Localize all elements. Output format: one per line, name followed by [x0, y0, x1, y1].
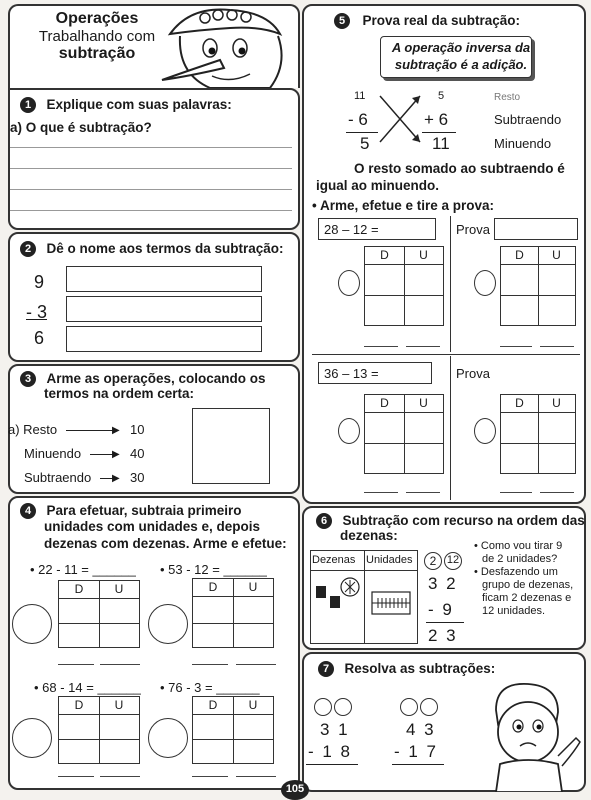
- sub-43: 4 3: [406, 720, 436, 739]
- section-2-heading: [20, 240, 284, 258]
- recurso-minus-9: - 9: [428, 600, 454, 619]
- result-blank-4a[interactable]: [192, 776, 228, 777]
- digit-2: 2: [429, 554, 437, 568]
- add-plus-6: + 6: [424, 110, 449, 129]
- answer-circle-2[interactable]: [148, 604, 188, 644]
- resto-label: a) Resto: [8, 422, 58, 437]
- op-36-13: 36 – 13 =: [324, 366, 379, 381]
- answer-circle-4[interactable]: [148, 718, 188, 758]
- minuendo-label: Minuendo: [24, 446, 82, 461]
- section-5-heading: [334, 12, 520, 30]
- instruction: • Arme, efetue e tire a prova:: [312, 198, 495, 213]
- section-4-title-2: unidades com unidades e, depois: [44, 519, 261, 534]
- recurso-32: 3 2: [428, 574, 458, 593]
- page-number: 105: [285, 783, 305, 795]
- section-3-title-1: Arme as operações, colocando os: [46, 371, 266, 386]
- recurso-text-6: 12 unidades.: [482, 605, 545, 617]
- section-7-heading: [318, 660, 495, 678]
- du-grid-6[interactable]: [500, 246, 576, 326]
- title-line2: Trabalhando com: [38, 28, 156, 45]
- du-grid-3[interactable]: [58, 696, 140, 764]
- recurso-text-5: ficam 2 dezenas e: [482, 592, 572, 604]
- result-blank-3a[interactable]: [58, 776, 94, 777]
- section-4-title-3: dezenas com dezenas. Arme e efetue:: [44, 536, 287, 551]
- bundle-sticks-icon: [340, 576, 360, 598]
- du-grid-1[interactable]: [58, 580, 140, 648]
- add-line: [422, 132, 456, 133]
- section-1-question: a) O que é subtração?: [10, 120, 152, 135]
- chart-col-line: [364, 550, 365, 644]
- answer-line-1[interactable]: [10, 147, 292, 148]
- du-grid-3-d: D: [74, 698, 84, 712]
- prova-label-2: Prova: [456, 366, 490, 381]
- result-blank-8a[interactable]: [500, 492, 532, 493]
- subtraendo-value: 30: [130, 470, 145, 485]
- tens-block-2: [330, 596, 340, 608]
- du-grid-5-d: D: [380, 248, 389, 262]
- result-blank-3b[interactable]: [100, 776, 140, 777]
- result-blank-2b[interactable]: [236, 664, 276, 665]
- child-illustration: [466, 680, 584, 792]
- add-5: 5: [438, 90, 445, 102]
- result-blank-1a[interactable]: [58, 664, 94, 665]
- section-6-title-2: dezenas:: [340, 528, 398, 543]
- du-grid-8-d: D: [515, 396, 524, 410]
- recurso-23: 2 3: [428, 626, 458, 645]
- minuendo-value: 40: [130, 446, 145, 461]
- add-11: 11: [432, 134, 450, 153]
- cross-arrows: [376, 90, 426, 150]
- result-blank-6b[interactable]: [540, 346, 574, 347]
- sub-31: 3 1: [320, 720, 350, 739]
- sub-minus-17: - 1 7: [394, 742, 439, 761]
- result-blank-6a[interactable]: [500, 346, 532, 347]
- op-28-12: 28 – 12 =: [324, 222, 379, 237]
- du-grid-1-u: U: [114, 582, 124, 596]
- recurso-text-3: • Desfazendo um: [474, 566, 558, 578]
- section-6-title-1: Subtração com recurso na ordem das: [342, 513, 585, 528]
- term-name-box-3[interactable]: [66, 326, 262, 352]
- du-grid-4[interactable]: [192, 696, 274, 764]
- subtraendo-tag: Subtraendo: [494, 112, 562, 127]
- term-9: 9: [34, 272, 45, 292]
- du-grid-7[interactable]: [364, 394, 444, 474]
- answer-circle-5[interactable]: [338, 270, 360, 296]
- recurso-line: [426, 622, 464, 623]
- recurso-text-4: grupo de dezenas,: [482, 579, 574, 591]
- result-blank-2a[interactable]: [192, 664, 228, 665]
- units-sticks-icon: [370, 586, 414, 622]
- digit-12: 12: [446, 554, 460, 566]
- sub-minus-18: - 1 8: [308, 742, 353, 761]
- op-76-3: • 76 - 3 = ______: [160, 680, 260, 695]
- title-line3: subtração: [58, 45, 136, 62]
- explain-line-2: igual ao minuendo.: [316, 178, 440, 193]
- du-grid-6-u: U: [552, 248, 561, 262]
- du-grid-3-u: U: [114, 698, 124, 712]
- row-divider: [312, 354, 580, 355]
- du-grid-2-u: U: [248, 580, 258, 594]
- section-2-number: 2: [20, 241, 36, 257]
- section-2-title: Dê o nome aos termos da subtração:: [46, 241, 284, 256]
- section-4-heading: [20, 502, 242, 520]
- borrow-circle-1b[interactable]: [334, 698, 352, 716]
- du-grid-5-u: U: [419, 248, 428, 262]
- section-4-number: 4: [20, 503, 36, 519]
- du-grid-8-u: U: [552, 396, 561, 410]
- term-minus-3: - 3: [26, 302, 48, 322]
- du-grid-4-u: U: [248, 698, 258, 712]
- section-1-heading: [20, 96, 232, 114]
- sub-7b-line: [392, 764, 444, 765]
- sub-7a-line: [306, 764, 358, 765]
- du-grid-8[interactable]: [500, 394, 576, 474]
- du-grid-2-d: D: [208, 580, 218, 594]
- pinocchio-illustration: [150, 4, 298, 90]
- op-22-11: • 22 - 11 = ______: [30, 562, 136, 577]
- result-blank-5a[interactable]: [364, 346, 398, 347]
- answer-line-2[interactable]: [10, 168, 292, 169]
- prova-divider-1: [450, 216, 451, 352]
- borrow-circle-1a[interactable]: [314, 698, 332, 716]
- unidades-header: Unidades: [366, 554, 413, 566]
- du-grid-6-d: D: [515, 248, 524, 262]
- section-5-title: Prova real da subtração:: [362, 13, 521, 28]
- sub-minus-6: - 6: [348, 110, 368, 129]
- section-3-answer-box[interactable]: [192, 408, 270, 484]
- result-blank-1b[interactable]: [100, 664, 140, 665]
- term-6: 6: [34, 328, 45, 348]
- subtraendo-label: Subtraendo: [24, 470, 92, 485]
- op-53-12: • 53 - 12 = ______: [160, 562, 267, 577]
- section-7-number: 7: [318, 661, 334, 677]
- tens-block-1: [316, 586, 326, 598]
- minuendo-tag: Minuendo: [494, 136, 552, 151]
- sub-line: [346, 132, 378, 133]
- dezenas-header: Dezenas: [312, 554, 356, 566]
- borrow-circle-2a[interactable]: [400, 698, 418, 716]
- result-blank-4b[interactable]: [236, 776, 276, 777]
- recurso-text-1: • Como vou tirar 9: [474, 540, 563, 552]
- op-68-14: • 68 - 14 = ______: [34, 680, 141, 695]
- sub-11: 11: [354, 90, 366, 102]
- section-3-title-2: termos na ordem certa:: [44, 386, 195, 401]
- recurso-text-2: de 2 unidades?: [482, 553, 558, 565]
- term-name-box-2[interactable]: [66, 296, 262, 322]
- borrow-circle-2b[interactable]: [420, 698, 438, 716]
- du-grid-7-d: D: [380, 396, 389, 410]
- section-3-number: 3: [20, 371, 36, 387]
- section-7-title: Resolva as subtrações:: [344, 661, 496, 676]
- answer-circle-1[interactable]: [12, 604, 52, 644]
- sub-5: 5: [360, 134, 370, 153]
- answer-circle-8[interactable]: [474, 418, 496, 444]
- explain-line-1: O resto somado ao subtraendo é: [354, 161, 565, 176]
- du-grid-2[interactable]: [192, 578, 274, 648]
- callout-line-1: A operação inversa da: [391, 40, 531, 55]
- callout-line-2: subtração é a adição.: [394, 57, 528, 72]
- answer-circle-7[interactable]: [338, 418, 360, 444]
- du-grid-1-d: D: [74, 582, 84, 596]
- result-blank-5b[interactable]: [406, 346, 440, 347]
- du-grid-4-d: D: [208, 698, 218, 712]
- arrow-1-head: ▶: [112, 425, 120, 436]
- prova-divider-2: [450, 356, 451, 500]
- recurso-explanation: [474, 540, 582, 618]
- prova-box-1[interactable]: [494, 218, 578, 240]
- arrow-3-head: ▶: [112, 473, 120, 484]
- title-line1: Operações: [55, 10, 139, 27]
- result-blank-7a[interactable]: [364, 492, 398, 493]
- resto-tag: Resto: [494, 92, 521, 103]
- du-grid-7-u: U: [419, 396, 428, 410]
- answer-line-4[interactable]: [10, 210, 292, 211]
- resto-value: 10: [130, 422, 145, 437]
- result-blank-7b[interactable]: [406, 492, 440, 493]
- section-5-number: 5: [334, 13, 350, 29]
- answer-line-3[interactable]: [10, 189, 292, 190]
- answer-circle-3[interactable]: [12, 718, 52, 758]
- term-name-box-1[interactable]: [66, 266, 262, 292]
- prova-label-1: Prova: [456, 222, 490, 237]
- answer-circle-6[interactable]: [474, 270, 496, 296]
- section-4-title-1: Para efetuar, subtraia primeiro: [46, 503, 242, 518]
- arrow-1: [66, 430, 116, 431]
- section-1-title: Explique com suas palavras:: [46, 97, 232, 112]
- section-1-number: 1: [20, 97, 36, 113]
- du-grid-5[interactable]: [364, 246, 444, 326]
- result-blank-8b[interactable]: [540, 492, 574, 493]
- section-6-number: 6: [316, 513, 332, 529]
- arrow-2-head: ▶: [112, 449, 120, 460]
